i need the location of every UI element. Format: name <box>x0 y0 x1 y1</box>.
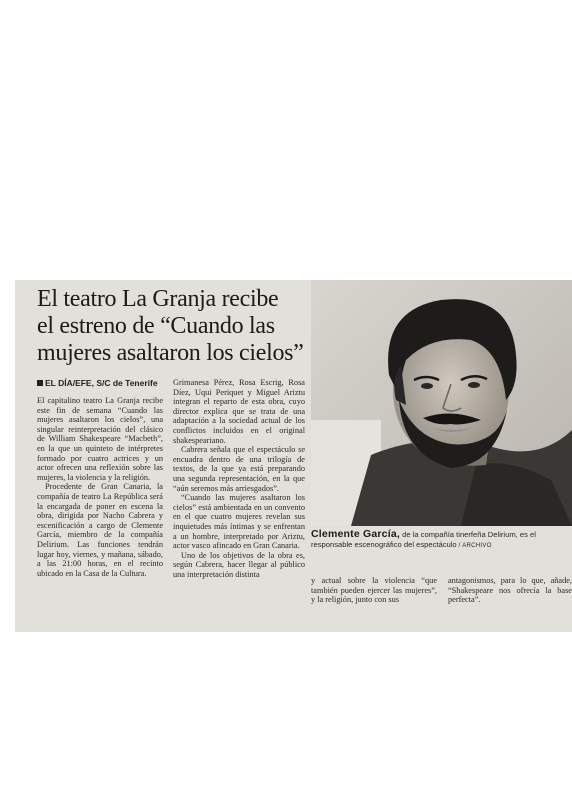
paragraph: Grimanesa Pérez, Rosa Escrig, Rosa Díez, Uqui Periquet y Miguel Ariztu integran el reparto de esta obra, cuyo director explica que se trata de una adaptación a la sociedad actual de los conflictos incluidos en el original shakespeariano. <box>173 378 305 445</box>
caption-name: Clemente García, <box>311 528 400 540</box>
headline-line: el estreno de “Cuando las <box>37 313 275 339</box>
paragraph: El capitalino teatro La Granja recibe este fin de semana “Cuando las mujeres asaltaron los cielos”, una singular reinterpretación del clásico de William Shakespeare “Macbeth”, en la que un quinteto de intérpretes formado por cuatro actrices y un actor ofrecen una reflexión sobre las mujeres, la violencia y la religión. <box>37 396 163 482</box>
portrait-photo <box>311 280 572 526</box>
byline-text: EL DÍA/EFE, S/C de Tenerife <box>45 378 158 388</box>
article-column-1 <box>37 396 163 578</box>
headline-line: mujeres asaltaron los cielos” <box>37 340 304 366</box>
headline <box>37 286 337 367</box>
paragraph: y actual sobre la violencia “que también pueden ejercer las mujeres”, y la religión, junto con sus <box>311 576 437 605</box>
paragraph: “Cuando las mujeres asaltaron los cielos” está ambientada en un convento en el que cuatro mujeres revelan sus inquietudes más íntimas y se enfrentan a un hombre, interpretado por Ariztu, actor vasco afincado en Gran Canaria. <box>173 493 305 551</box>
article-column-4 <box>448 576 572 605</box>
paragraph: antagonismos, para lo que, añade, “Shakespeare nos ofrecía la base perfecta”. <box>448 576 572 605</box>
caption-credit: / ARCHIVO <box>456 542 492 549</box>
headline-line: El teatro La Granja recibe <box>37 286 279 312</box>
byline <box>37 378 158 388</box>
photo-caption <box>311 530 572 551</box>
article-column-3 <box>311 576 437 605</box>
paragraph: Procedente de Gran Canaria, la compañía de teatro La República será la encargada de poner en escena la obra, dirigida por Nacho Cabrera y escenificación a cargo de Clemente García, miembro de la compañía Delirium. Las funciones tendrán lugar hoy, viernes, y mañana, sábado, a las 21:00 horas, en el recinto ubicado en la Casa de la Cultura. <box>37 482 163 578</box>
caption-text: de la compañía tinerfeña Delirium, es el responsable escenográfico del espectáculo <box>311 530 536 549</box>
square-bullet-icon <box>37 380 43 386</box>
portrait-photo-drawing <box>311 280 572 526</box>
paragraph: Uno de los objetivos de la obra es, según Cabrera, hacer llegar al público una interpretación distinta <box>173 550 305 579</box>
newspaper-clipping <box>15 280 572 632</box>
article-column-2 <box>173 378 305 579</box>
paragraph: Cabrera señala que el espectáculo se encuadra dentro de una trilogía de textos, de la que ya está preparando una segunda representación, en la que “aún seremos más arriesgados”. <box>173 445 305 493</box>
